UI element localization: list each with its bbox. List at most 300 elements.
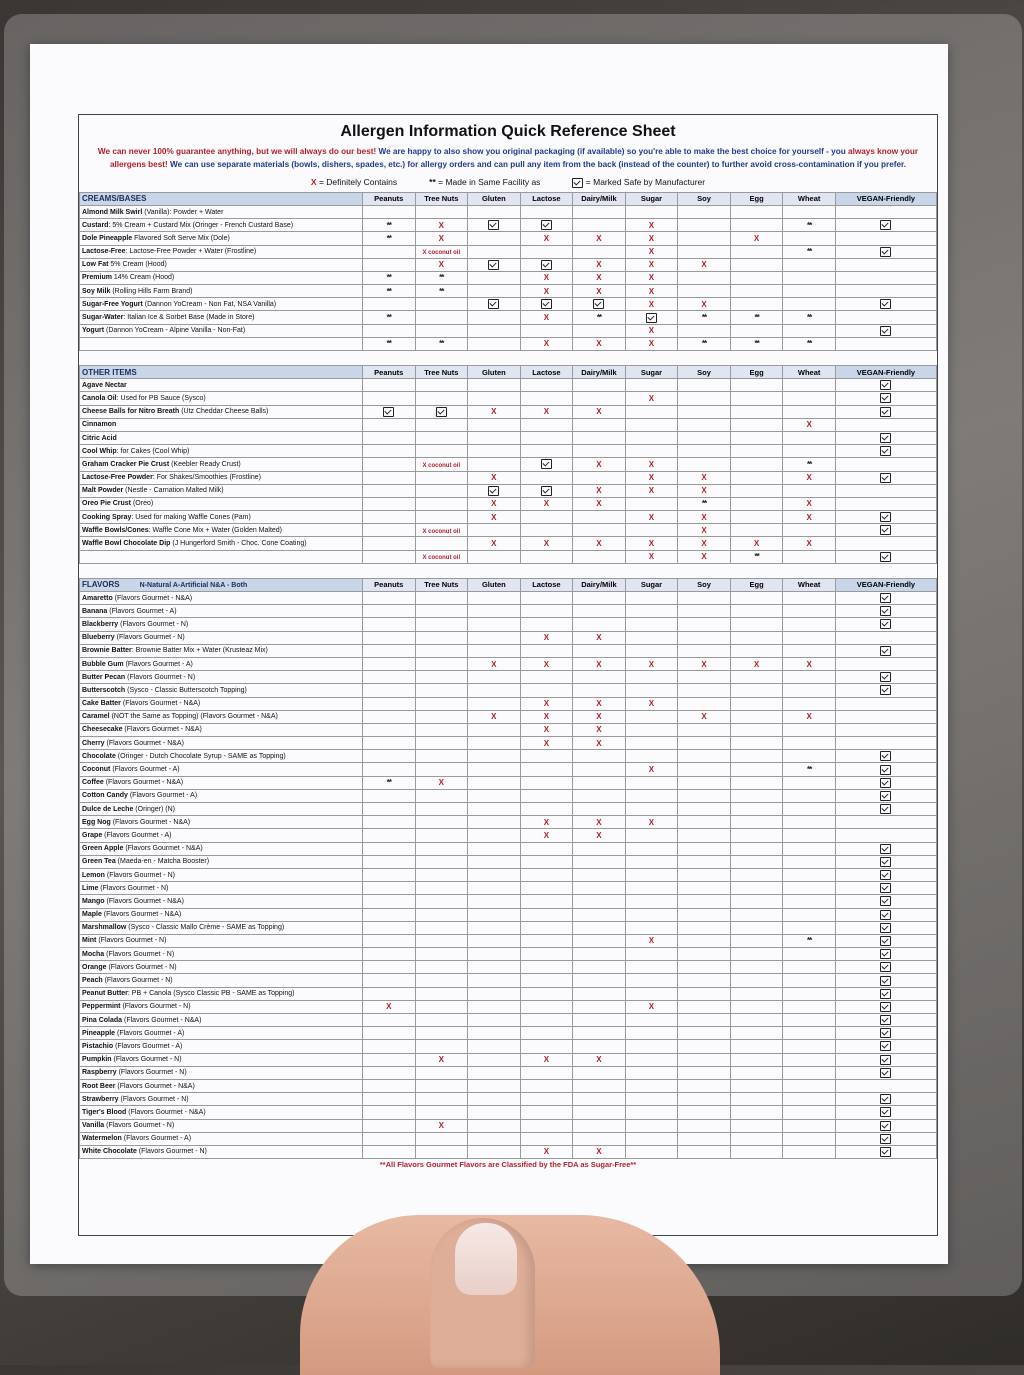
allergen-cell [678,431,731,444]
table-row [80,1066,937,1079]
allergen-cell [573,1079,626,1092]
allergen-cell [362,458,415,471]
allergen-cell [468,631,521,644]
checkbox-icon [880,804,891,814]
allergen-cell: X [625,458,678,471]
allergen-cell [415,921,468,934]
item-name-detail: : 5% Cream + Custard Mix (Oringer - French Custard Base) [108,221,294,229]
allergen-cell: X [415,1053,468,1066]
item-name-bold: Pina Colada [82,1016,123,1024]
allergen-cell [730,605,783,618]
table-row [80,1000,937,1013]
checkbox-icon [880,936,891,946]
allergen-cell [520,484,573,497]
allergen-cell: ** [362,271,415,284]
item-name-bold: Lactose-Free [82,248,126,256]
allergen-cell [415,934,468,947]
allergen-cell: X [625,657,678,670]
allergen-cell [415,684,468,697]
item-name-detail: 14% Cream (Hood) [111,274,175,282]
table-row [80,816,937,829]
allergen-cell [415,987,468,1000]
table-row [80,697,937,710]
allergen-cell [573,592,626,605]
item-name [80,431,363,444]
allergen-cell [835,684,936,697]
checkbox-icon [880,672,891,682]
item-name [80,763,363,776]
allergen-cell [415,379,468,392]
allergen-cell [520,592,573,605]
allergen-cell [678,1132,731,1145]
item-name-bold: Citric Acid [82,434,117,442]
item-name [80,829,363,842]
allergen-cell: X [520,816,573,829]
allergen-cell [520,1093,573,1106]
allergen-cell [678,816,731,829]
allergen-cell: X [625,337,678,350]
allergen-cell: X [625,271,678,284]
allergen-cell: X [573,657,626,670]
allergen-cell [835,1014,936,1027]
allergen-cell [835,605,936,618]
allergen-cell: X [573,631,626,644]
column-header: Tree Nuts [415,366,468,379]
allergen-cell [835,219,936,232]
item-name [80,974,363,987]
dot-mark-icon: ** [429,177,436,187]
allergen-cell: ** [362,285,415,298]
section-title: FLAVORS N-Natural A-Artificial N&A - Both [80,578,363,591]
allergen-tables [79,192,937,1159]
allergen-cell [835,908,936,921]
allergen-cell [362,842,415,855]
allergen-cell: X [573,232,626,245]
allergen-cell [625,750,678,763]
item-name [80,445,363,458]
allergen-cell [573,1106,626,1119]
allergen-cell [468,524,521,537]
column-header: Sugar [625,192,678,205]
item-name [80,618,363,631]
allergen-cell [625,842,678,855]
item-name-detail: (Flavors Gourmet - A) [123,660,193,668]
column-header: VEGAN-Friendly [835,578,936,591]
allergen-cell [730,205,783,218]
allergen-table [79,192,937,1159]
allergen-cell [415,298,468,311]
allergen-cell [783,737,836,750]
item-name-detail: (Flavors Gourmet - N) [118,1095,189,1103]
allergen-cell: X [468,497,521,510]
allergen-cell [835,1132,936,1145]
item-name-detail: (Nestle - Carnation Malted Milk) [123,487,224,495]
item-name [80,1106,363,1119]
allergen-cell [835,524,936,537]
allergen-cell [783,855,836,868]
item-name-bold: Green Apple [82,845,124,853]
column-header: Tree Nuts [415,578,468,591]
allergen-cell [468,311,521,324]
allergen-cell [362,684,415,697]
allergen-cell [625,908,678,921]
allergen-cell [573,550,626,563]
allergen-cell [835,750,936,763]
allergen-cell [835,537,936,550]
allergen-cell [835,245,936,258]
item-name [80,484,363,497]
checkbox-icon [880,646,891,656]
allergen-cell [678,644,731,657]
allergen-cell [678,1106,731,1119]
allergen-cell [835,618,936,631]
allergen-cell [783,1053,836,1066]
table-row [80,618,937,631]
item-name [80,908,363,921]
allergen-cell [468,458,521,471]
allergen-cell [362,723,415,736]
allergen-cell [415,723,468,736]
allergen-cell [730,882,783,895]
checkbox-icon [880,552,891,562]
allergen-cell [573,684,626,697]
allergen-cell [678,324,731,337]
item-name-bold: Butterscotch [82,686,126,694]
allergen-cell [783,379,836,392]
allergen-cell [520,776,573,789]
checkbox-icon [880,525,891,535]
allergen-cell [573,219,626,232]
allergen-cell [468,644,521,657]
allergen-cell [520,789,573,802]
item-name-bold: Caramel [82,713,110,721]
checkbox-icon [880,1028,891,1038]
allergen-cell [573,511,626,524]
allergen-cell [520,1106,573,1119]
allergen-cell [573,961,626,974]
table-row [80,379,937,392]
allergen-cell [730,298,783,311]
allergen-cell [362,631,415,644]
allergen-cell [573,750,626,763]
table-row [80,1145,937,1158]
allergen-cell [468,737,521,750]
checkbox-icon [880,923,891,933]
allergen-cell [362,537,415,550]
item-name-bold: Custard [82,221,109,229]
table-row [80,605,937,618]
table-row [80,324,937,337]
allergen-cell [415,750,468,763]
allergen-cell [468,232,521,245]
item-name [80,1093,363,1106]
item-name-detail: : for Cakes (Cool Whip) [116,447,190,455]
allergen-cell [625,948,678,961]
table-row [80,1079,937,1092]
allergen-cell [783,592,836,605]
allergen-cell [678,219,731,232]
allergen-cell [835,337,936,350]
allergen-cell [783,405,836,418]
allergen-cell [730,868,783,881]
allergen-cell [468,842,521,855]
allergen-cell [520,1000,573,1013]
checkbox-icon [488,260,499,270]
table-row [80,789,937,802]
checkbox-icon [880,326,891,336]
item-name-bold: Chocolate [82,752,116,760]
allergen-cell [625,776,678,789]
allergen-cell [835,311,936,324]
allergen-cell [678,803,731,816]
allergen-cell [468,1093,521,1106]
legend-safe: = Marked Safe by Manufacturer [572,177,705,188]
allergen-cell [468,258,521,271]
allergen-cell: ** [415,337,468,350]
allergen-cell [520,961,573,974]
table-row [80,245,937,258]
allergen-cell [625,605,678,618]
allergen-cell [520,298,573,311]
allergen-cell [783,298,836,311]
allergen-cell [468,298,521,311]
item-name-detail: (Flavors Gourmet - N) [106,963,177,971]
checkbox-icon [880,512,891,522]
item-name [80,1027,363,1040]
allergen-cell [730,379,783,392]
allergen-cell [835,232,936,245]
allergen-cell [835,497,936,510]
allergen-cell [835,1066,936,1079]
allergen-cell [520,258,573,271]
allergen-cell: X [625,550,678,563]
allergen-cell: X [415,776,468,789]
allergen-cell [520,882,573,895]
allergen-cell [415,974,468,987]
allergen-sheet [30,44,948,1264]
allergen-cell [783,908,836,921]
allergen-cell: X [573,537,626,550]
item-name [80,671,363,684]
allergen-cell [520,1132,573,1145]
checkbox-icon [572,178,583,188]
column-header: Tree Nuts [415,192,468,205]
allergen-cell [415,1093,468,1106]
allergen-cell [468,816,521,829]
allergen-cell [468,445,521,458]
allergen-cell [468,324,521,337]
checkbox-icon [880,247,891,257]
allergen-cell: X [520,311,573,324]
allergen-cell [415,763,468,776]
allergen-cell [835,418,936,431]
allergen-cell [730,948,783,961]
allergen-cell [783,1027,836,1040]
allergen-cell [415,1000,468,1013]
allergen-cell: X [678,471,731,484]
allergen-cell [468,205,521,218]
allergen-cell [415,961,468,974]
allergen-cell [468,987,521,1000]
allergen-cell [730,816,783,829]
allergen-cell [625,921,678,934]
allergen-cell [835,298,936,311]
item-name [80,1040,363,1053]
table-row [80,908,937,921]
item-name [80,271,363,284]
allergen-cell [520,605,573,618]
item-name [80,961,363,974]
allergen-cell [835,631,936,644]
allergen-cell [730,921,783,934]
allergen-cell [362,908,415,921]
allergen-cell [625,803,678,816]
allergen-cell [468,868,521,881]
item-name [80,1053,363,1066]
item-name [80,205,363,218]
item-name [80,311,363,324]
table-row [80,657,937,670]
allergen-cell [362,710,415,723]
allergen-cell: X [625,1000,678,1013]
checkbox-icon [880,1015,891,1025]
allergen-cell [835,882,936,895]
allergen-cell [678,684,731,697]
allergen-cell [835,1119,936,1132]
allergen-cell [730,1040,783,1053]
item-name [80,605,363,618]
allergen-cell [468,592,521,605]
table-row [80,311,937,324]
allergen-cell [625,961,678,974]
allergen-cell [362,484,415,497]
item-name-detail: (Oreo) [131,500,154,508]
allergen-cell [783,631,836,644]
allergen-cell [625,987,678,1000]
allergen-cell [678,1145,731,1158]
allergen-cell [573,671,626,684]
allergen-cell [468,763,521,776]
allergen-cell [835,763,936,776]
allergen-cell [625,895,678,908]
allergen-cell [730,763,783,776]
checkbox-icon [880,619,891,629]
allergen-cell [730,219,783,232]
item-name-bold: Pumpkin [82,1056,112,1064]
allergen-cell [678,974,731,987]
allergen-cell [520,921,573,934]
checkbox-icon [880,989,891,999]
item-name-bold: Lemon [82,871,105,879]
allergen-cell [625,618,678,631]
allergen-cell [415,855,468,868]
allergen-cell [362,245,415,258]
table-row [80,471,937,484]
item-name-detail: (Flavors Gourmet - N) [111,1056,182,1064]
allergen-cell [730,1053,783,1066]
allergen-cell [468,934,521,947]
allergen-cell [520,908,573,921]
item-name-detail: (J Hungerford Smith - Choc. Cone Coating) [170,540,307,548]
allergen-cell [625,524,678,537]
allergen-cell [468,605,521,618]
allergen-cell [362,948,415,961]
table-row [80,671,937,684]
allergen-cell [835,1040,936,1053]
item-name-detail: (Flavors Gourmet - N&A) [101,911,182,919]
table-row [80,750,937,763]
checkbox-icon [880,685,891,695]
allergen-cell [415,895,468,908]
allergen-cell [468,895,521,908]
intro-blue-1: We are happy to also show you original packaging (if available) so you're able to make the best choice for yourself - you [378,147,846,156]
allergen-cell: X [415,258,468,271]
allergen-cell [520,763,573,776]
table-row [80,829,937,842]
item-name-detail: : Used for PB Sauce (Sysco) [116,394,206,402]
allergen-cell [730,1066,783,1079]
allergen-cell [835,1093,936,1106]
allergen-cell [783,445,836,458]
column-header: Wheat [783,192,836,205]
allergen-cell [625,829,678,842]
item-name [80,471,363,484]
allergen-cell [730,258,783,271]
allergen-cell [625,974,678,987]
table-row [80,258,937,271]
item-name-detail: (Flavors Gourmet - N&A) [123,845,203,853]
allergen-cell [783,324,836,337]
item-name-detail: : Brownie Batter Mix + Water (Krusteaz Mix) [131,647,268,655]
item-name-bold: Bubble Gum [82,660,124,668]
checkbox-icon [880,857,891,867]
item-name-detail: (Flavors Gourmet - A) [102,831,172,839]
item-name-bold: Tiger's Blood [82,1108,127,1116]
allergen-cell [468,271,521,284]
allergen-cell: X [468,405,521,418]
allergen-cell [730,1145,783,1158]
allergen-cell: ** [783,934,836,947]
allergen-cell [520,219,573,232]
allergen-cell [362,671,415,684]
allergen-cell [625,855,678,868]
table-row [80,855,937,868]
table-row [80,1132,937,1145]
allergen-cell [730,644,783,657]
allergen-cell [678,763,731,776]
allergen-cell [730,961,783,974]
table-row [80,511,937,524]
allergen-cell [573,1066,626,1079]
allergen-cell [573,948,626,961]
allergen-cell [835,961,936,974]
allergen-cell [835,379,936,392]
item-name-bold: Marshmallow [82,924,127,932]
item-name [80,842,363,855]
allergen-cell [678,882,731,895]
allergen-cell [520,1027,573,1040]
allergen-cell: X [468,537,521,550]
item-name-bold: Mint [82,937,97,945]
allergen-cell [730,934,783,947]
allergen-cell: X [730,537,783,550]
allergen-cell [415,697,468,710]
allergen-cell [415,644,468,657]
allergen-cell [362,1066,415,1079]
checkbox-icon [880,791,891,801]
footer-note: **All Flavors Gourmet Flavors are Classified by the FDA as Sugar-Free** [379,1160,637,1170]
allergen-cell [783,842,836,855]
